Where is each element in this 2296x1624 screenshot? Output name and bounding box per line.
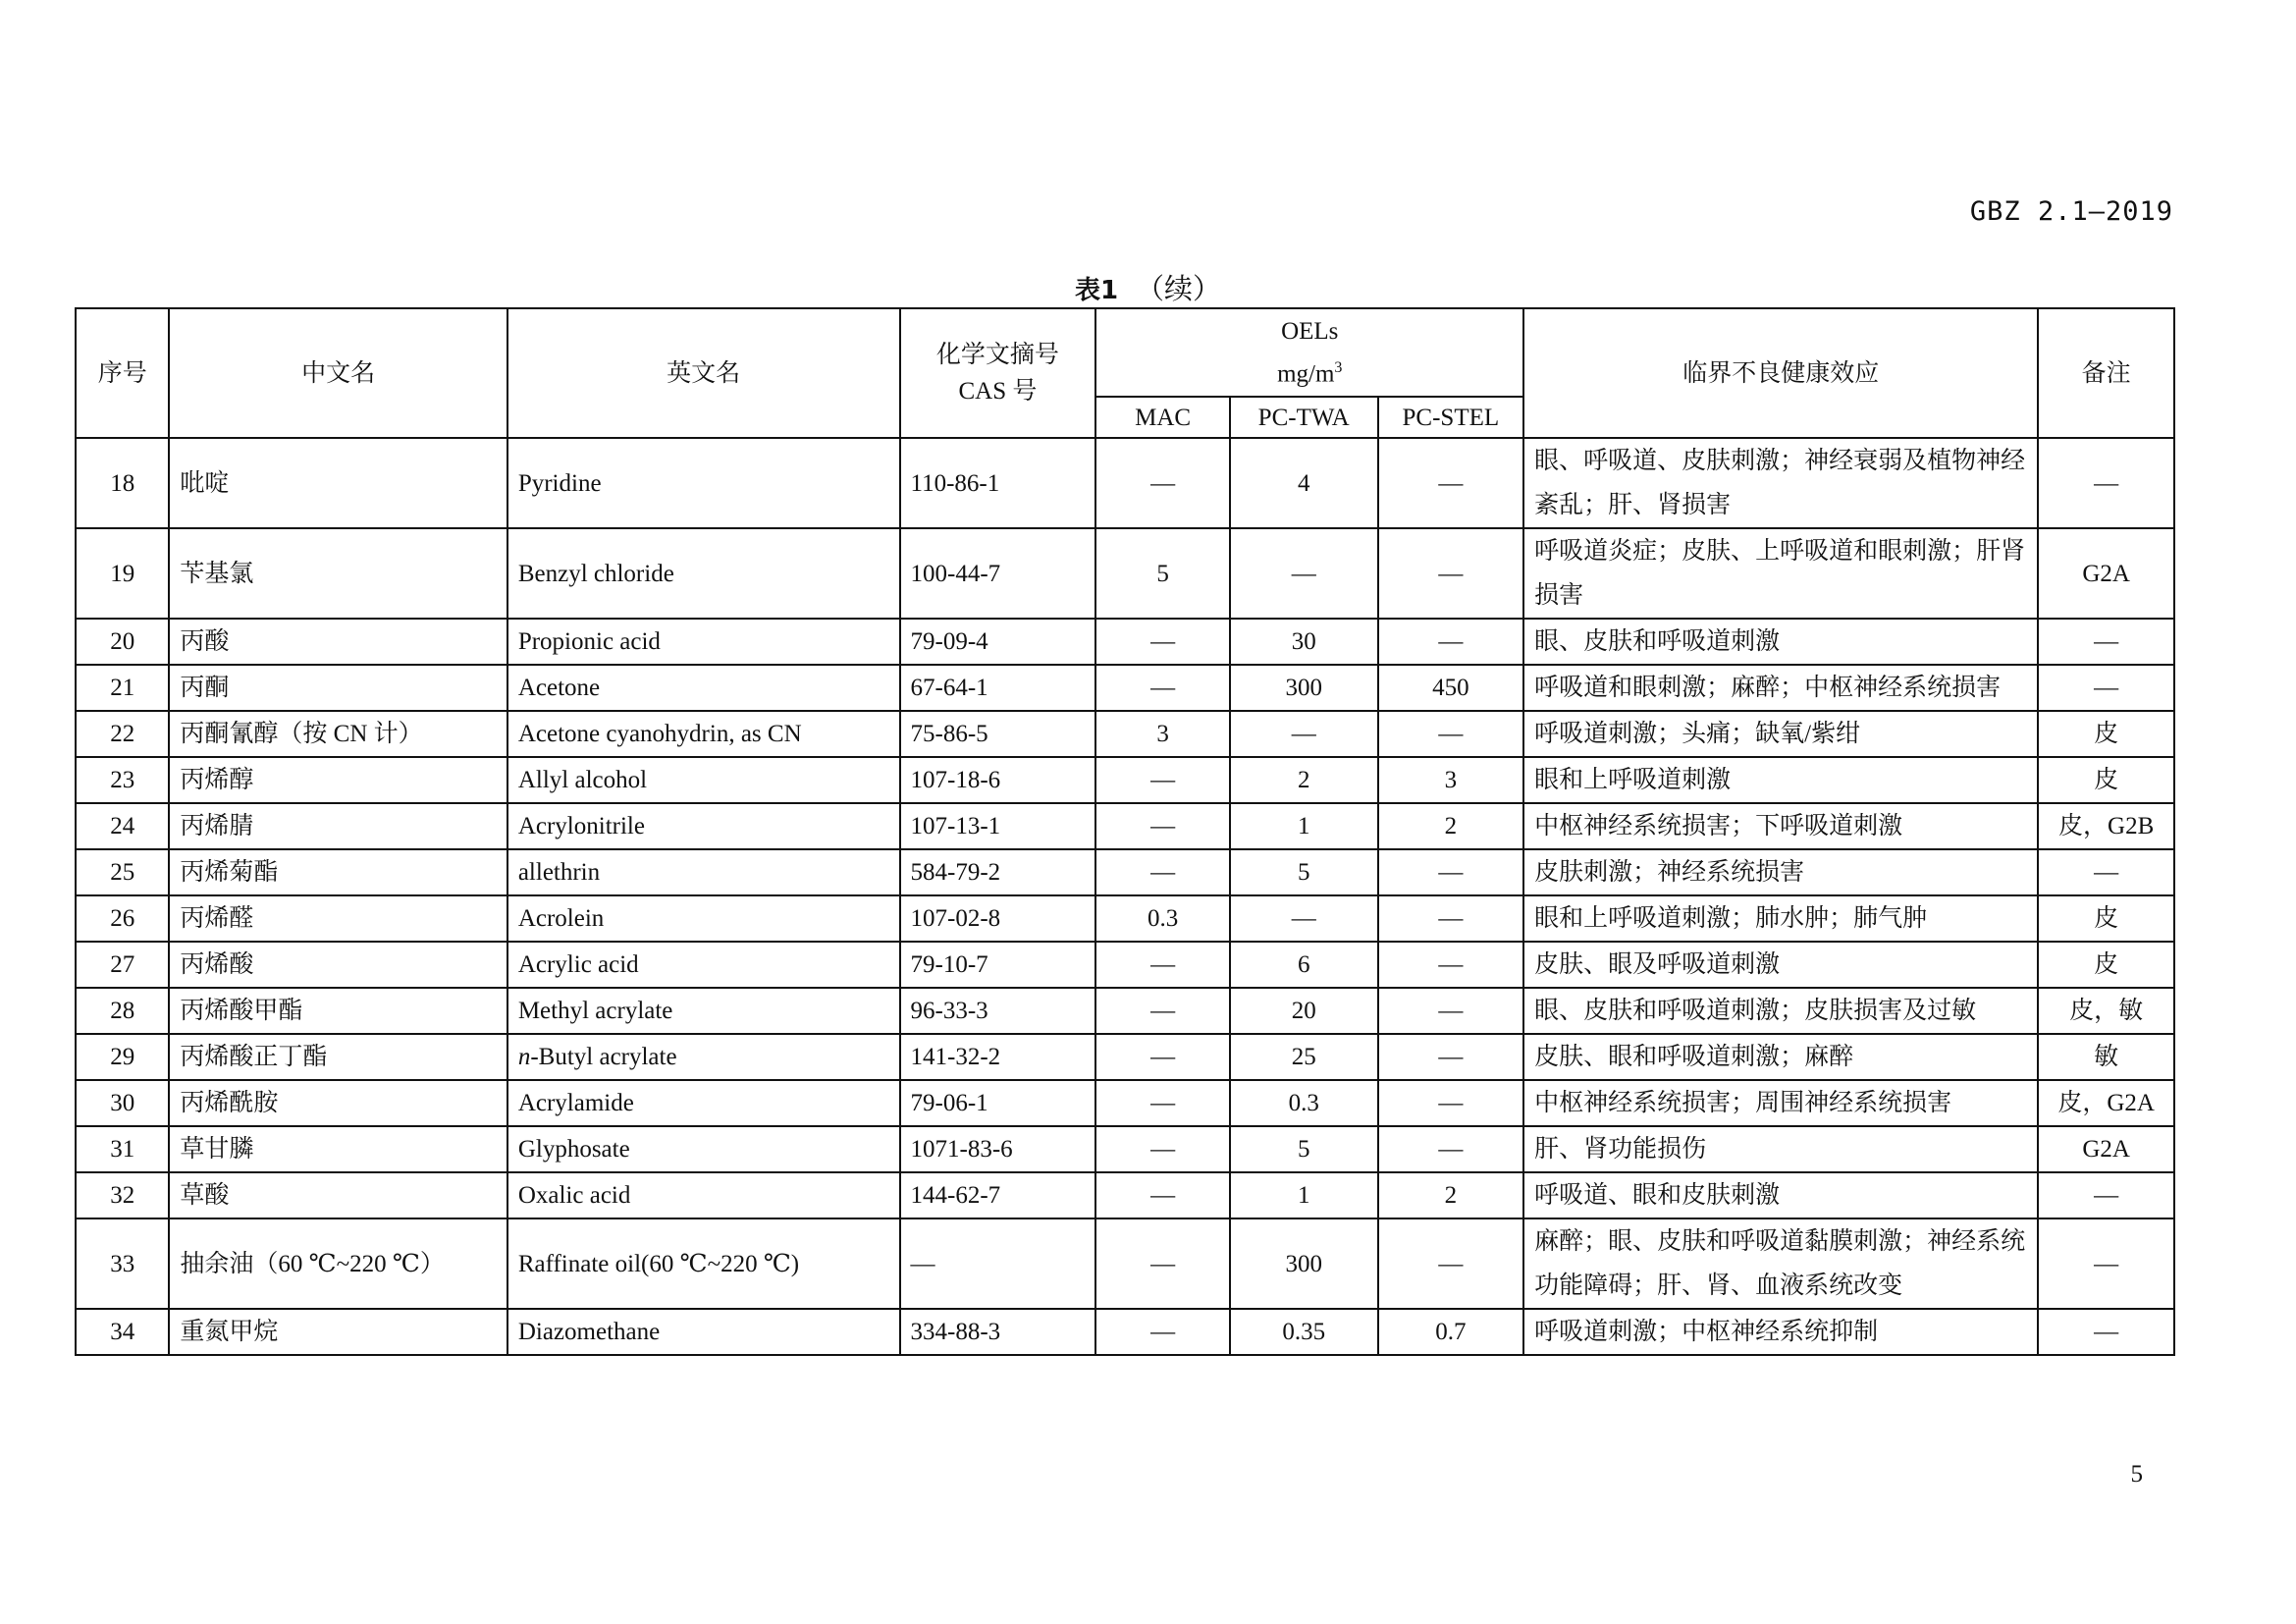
- header-zh-name: 中文名: [169, 308, 507, 438]
- cell-note: G2A: [2038, 528, 2174, 619]
- cell-pc-stel: —: [1378, 438, 1524, 528]
- cell-en-name: Acrylamide: [507, 1080, 900, 1126]
- cell-effect: 呼吸道刺激；头痛；缺氧/紫绀: [1523, 711, 2038, 757]
- cell-pc-stel: —: [1378, 849, 1524, 895]
- table-row: [76, 665, 2174, 711]
- cell-mac: —: [1095, 1034, 1230, 1080]
- cell-note: 皮，敏: [2038, 988, 2174, 1034]
- cell-pc-twa: 25: [1230, 1034, 1378, 1080]
- cell-pc-stel: —: [1378, 988, 1524, 1034]
- cell-cas: 79-06-1: [900, 1080, 1096, 1126]
- cell-cas: 96-33-3: [900, 988, 1096, 1034]
- page-number: 5: [2130, 1461, 2143, 1488]
- cell-pc-twa: 30: [1230, 619, 1378, 665]
- cell-note: —: [2038, 665, 2174, 711]
- table-row: [76, 849, 2174, 895]
- cell-effect: 眼和上呼吸道刺激；肺水肿；肺气肿: [1523, 895, 2038, 942]
- header-pc-twa: PC-TWA: [1230, 397, 1378, 438]
- cell-zh-name: 丙烯菊酯: [169, 849, 507, 895]
- cell-pc-twa: 20: [1230, 988, 1378, 1034]
- cell-pc-stel: —: [1378, 1034, 1524, 1080]
- cell-cas: 144-62-7: [900, 1172, 1096, 1218]
- cell-effect: 眼、皮肤和呼吸道刺激；皮肤损害及过敏: [1523, 988, 2038, 1034]
- cell-effect: 皮肤、眼及呼吸道刺激: [1523, 942, 2038, 988]
- table-row: [76, 1034, 2174, 1080]
- cell-zh-name: 抽余油（60 ℃~220 ℃）: [169, 1218, 507, 1309]
- cell-mac: —: [1095, 1309, 1230, 1355]
- cell-mac: —: [1095, 1172, 1230, 1218]
- cell-seq: 33: [76, 1218, 169, 1309]
- cell-note: —: [2038, 1309, 2174, 1355]
- cell-seq: 22: [76, 711, 169, 757]
- cell-effect: 肝、肾功能损伤: [1523, 1126, 2038, 1172]
- cell-zh-name: 丙烯醇: [169, 757, 507, 803]
- cell-seq: 29: [76, 1034, 169, 1080]
- header-pc-stel: PC-STEL: [1378, 397, 1524, 438]
- cell-pc-twa: 6: [1230, 942, 1378, 988]
- cell-seq: 18: [76, 438, 169, 528]
- cell-mac: —: [1095, 1080, 1230, 1126]
- cell-pc-stel: —: [1378, 1126, 1524, 1172]
- cell-pc-stel: —: [1378, 1218, 1524, 1309]
- table-row: [76, 711, 2174, 757]
- cell-en-name: n-Butyl acrylate: [507, 1034, 900, 1080]
- cell-note: —: [2038, 1172, 2174, 1218]
- cell-effect: 眼、呼吸道、皮肤刺激；神经衰弱及植物神经紊乱；肝、肾损害: [1523, 438, 2038, 528]
- cell-cas: 107-13-1: [900, 803, 1096, 849]
- cell-pc-stel: 2: [1378, 1172, 1524, 1218]
- cell-mac: —: [1095, 942, 1230, 988]
- cell-cas: 100-44-7: [900, 528, 1096, 619]
- cell-note: 皮: [2038, 895, 2174, 942]
- table-row: [76, 1309, 2174, 1355]
- header-notes: 备注: [2038, 308, 2174, 438]
- table-caption-title: 表1: [1074, 276, 1119, 305]
- cell-cas: 141-32-2: [900, 1034, 1096, 1080]
- cell-cas: —: [900, 1218, 1096, 1309]
- cell-en-name: Diazomethane: [507, 1309, 900, 1355]
- cell-effect: 呼吸道炎症；皮肤、上呼吸道和眼刺激；肝肾损害: [1523, 528, 2038, 619]
- cell-effect: 眼、皮肤和呼吸道刺激: [1523, 619, 2038, 665]
- table-row: [76, 528, 2174, 619]
- cell-note: —: [2038, 1218, 2174, 1309]
- cell-effect: 呼吸道刺激；中枢神经系统抑制: [1523, 1309, 2038, 1355]
- cell-en-name: allethrin: [507, 849, 900, 895]
- cell-pc-twa: 4: [1230, 438, 1378, 528]
- table-row: [76, 1126, 2174, 1172]
- cell-effect: 呼吸道和眼刺激；麻醉；中枢神经系统损害: [1523, 665, 2038, 711]
- cell-pc-stel: —: [1378, 528, 1524, 619]
- cell-zh-name: 丙烯酸正丁酯: [169, 1034, 507, 1080]
- cell-pc-twa: 1: [1230, 1172, 1378, 1218]
- cell-mac: —: [1095, 803, 1230, 849]
- table-row: [76, 438, 2174, 528]
- cell-effect: 皮肤、眼和呼吸道刺激；麻醉: [1523, 1034, 2038, 1080]
- cell-seq: 26: [76, 895, 169, 942]
- cell-zh-name: 草酸: [169, 1172, 507, 1218]
- cell-seq: 25: [76, 849, 169, 895]
- cell-en-name: Acrylic acid: [507, 942, 900, 988]
- cell-note: G2A: [2038, 1126, 2174, 1172]
- cell-effect: 眼和上呼吸道刺激: [1523, 757, 2038, 803]
- cell-zh-name: 丙烯酸: [169, 942, 507, 988]
- header-effects: 临界不良健康效应: [1523, 308, 2038, 438]
- cell-pc-twa: 5: [1230, 1126, 1378, 1172]
- cell-note: 皮，G2B: [2038, 803, 2174, 849]
- cell-zh-name: 草甘膦: [169, 1126, 507, 1172]
- cell-mac: 5: [1095, 528, 1230, 619]
- cell-seq: 34: [76, 1309, 169, 1355]
- header-seq: 序号: [76, 308, 169, 438]
- cell-en-name: Benzyl chloride: [507, 528, 900, 619]
- cell-effect: 中枢神经系统损害；下呼吸道刺激: [1523, 803, 2038, 849]
- cell-zh-name: 丙酸: [169, 619, 507, 665]
- cell-en-name: Oxalic acid: [507, 1172, 900, 1218]
- cell-note: —: [2038, 438, 2174, 528]
- cell-cas: 79-09-4: [900, 619, 1096, 665]
- cell-en-name: Glyphosate: [507, 1126, 900, 1172]
- cell-pc-twa: —: [1230, 711, 1378, 757]
- cell-pc-stel: —: [1378, 619, 1524, 665]
- table-row: [76, 1218, 2174, 1309]
- cell-note: —: [2038, 619, 2174, 665]
- header-cas: [900, 308, 1096, 438]
- cell-mac: —: [1095, 849, 1230, 895]
- table-body: [76, 438, 2174, 1355]
- cell-pc-twa: 0.3: [1230, 1080, 1378, 1126]
- cell-cas: 1071-83-6: [900, 1126, 1096, 1172]
- cell-note: —: [2038, 849, 2174, 895]
- cell-pc-stel: 0.7: [1378, 1309, 1524, 1355]
- standard-number: GBZ 2.1—2019: [1969, 196, 2173, 227]
- cell-zh-name: 丙烯酸甲酯: [169, 988, 507, 1034]
- header-oels-label: OELs: [1281, 317, 1339, 345]
- cell-pc-twa: 2: [1230, 757, 1378, 803]
- cell-effect: 中枢神经系统损害；周围神经系统损害: [1523, 1080, 2038, 1126]
- cell-pc-stel: —: [1378, 895, 1524, 942]
- cell-cas: 75-86-5: [900, 711, 1096, 757]
- cell-seq: 31: [76, 1126, 169, 1172]
- cell-mac: —: [1095, 438, 1230, 528]
- cell-note: 皮: [2038, 711, 2174, 757]
- cell-mac: —: [1095, 757, 1230, 803]
- cell-cas: 79-10-7: [900, 942, 1096, 988]
- cell-pc-stel: —: [1378, 942, 1524, 988]
- cell-zh-name: 重氮甲烷: [169, 1309, 507, 1355]
- cell-pc-stel: —: [1378, 1080, 1524, 1126]
- cell-pc-twa: —: [1230, 895, 1378, 942]
- cell-effect: 皮肤刺激；神经系统损害: [1523, 849, 2038, 895]
- cell-en-name: Acetone: [507, 665, 900, 711]
- cell-en-name: Propionic acid: [507, 619, 900, 665]
- cell-note: 皮: [2038, 757, 2174, 803]
- table-row: [76, 803, 2174, 849]
- cell-mac: —: [1095, 665, 1230, 711]
- cell-zh-name: 苄基氯: [169, 528, 507, 619]
- cell-en-name: Allyl alcohol: [507, 757, 900, 803]
- cell-mac: 3: [1095, 711, 1230, 757]
- cell-mac: —: [1095, 1218, 1230, 1309]
- cell-seq: 32: [76, 1172, 169, 1218]
- header-cas-line1: 化学文摘号: [935, 342, 1059, 368]
- cell-seq: 28: [76, 988, 169, 1034]
- cell-note: 敏: [2038, 1034, 2174, 1080]
- cell-seq: 27: [76, 942, 169, 988]
- cell-effect: 麻醉；眼、皮肤和呼吸道黏膜刺激；神经系统功能障碍；肝、肾、血液系统改变: [1523, 1218, 2038, 1309]
- table-row: [76, 942, 2174, 988]
- table-row: [76, 895, 2174, 942]
- table-caption-continued: （续）: [1136, 274, 1222, 305]
- cell-seq: 30: [76, 1080, 169, 1126]
- cell-cas: 107-02-8: [900, 895, 1096, 942]
- cell-pc-twa: —: [1230, 528, 1378, 619]
- cell-en-name: Methyl acrylate: [507, 988, 900, 1034]
- cell-zh-name: 丙烯酰胺: [169, 1080, 507, 1126]
- cell-seq: 19: [76, 528, 169, 619]
- cell-effect: 呼吸道、眼和皮肤刺激: [1523, 1172, 2038, 1218]
- cell-mac: 0.3: [1095, 895, 1230, 942]
- cell-seq: 20: [76, 619, 169, 665]
- cell-cas: 334-88-3: [900, 1309, 1096, 1355]
- cell-note: 皮，G2A: [2038, 1080, 2174, 1126]
- cell-mac: —: [1095, 988, 1230, 1034]
- header-oels-unit: $mg/m^3$: [1277, 358, 1343, 388]
- cell-pc-stel: 2: [1378, 803, 1524, 849]
- cell-cas: 67-64-1: [900, 665, 1096, 711]
- cell-cas: 584-79-2: [900, 849, 1096, 895]
- table-row: [76, 757, 2174, 803]
- cell-pc-twa: 300: [1230, 1218, 1378, 1309]
- cell-pc-twa: 300: [1230, 665, 1378, 711]
- cell-seq: 21: [76, 665, 169, 711]
- cell-note: 皮: [2038, 942, 2174, 988]
- cell-pc-twa: 0.35: [1230, 1309, 1378, 1355]
- cell-en-name: Acrylonitrile: [507, 803, 900, 849]
- cell-en-name: Acrolein: [507, 895, 900, 942]
- cell-cas: 107-18-6: [900, 757, 1096, 803]
- table-row: [76, 988, 2174, 1034]
- cell-en-name: Acetone cyanohydrin, as CN: [507, 711, 900, 757]
- table-row: [76, 1172, 2174, 1218]
- cell-seq: 24: [76, 803, 169, 849]
- oel-table: [75, 307, 2175, 1356]
- cell-en-name: Raffinate oil(60 ℃~220 ℃): [507, 1218, 900, 1309]
- header-mac: MAC: [1095, 397, 1230, 438]
- cell-mac: —: [1095, 619, 1230, 665]
- cell-pc-twa: 5: [1230, 849, 1378, 895]
- cell-zh-name: 丙烯醛: [169, 895, 507, 942]
- cell-cas: 110-86-1: [900, 438, 1096, 528]
- cell-en-name: Pyridine: [507, 438, 900, 528]
- header-oels: [1095, 308, 1523, 397]
- cell-pc-stel: 3: [1378, 757, 1524, 803]
- cell-zh-name: 丙烯腈: [169, 803, 507, 849]
- table-row: [76, 1080, 2174, 1126]
- cell-zh-name: 吡啶: [169, 438, 507, 528]
- cell-mac: —: [1095, 1126, 1230, 1172]
- cell-seq: 23: [76, 757, 169, 803]
- header-en-name: 英文名: [507, 308, 900, 438]
- table-caption: [0, 267, 2296, 307]
- cell-pc-twa: 1: [1230, 803, 1378, 849]
- cell-pc-stel: 450: [1378, 665, 1524, 711]
- cell-pc-stel: —: [1378, 711, 1524, 757]
- cell-zh-name: 丙酮: [169, 665, 507, 711]
- header-cas-line2: CAS 号: [958, 378, 1038, 405]
- cell-zh-name: 丙酮氰醇（按 CN 计）: [169, 711, 507, 757]
- table-row: [76, 619, 2174, 665]
